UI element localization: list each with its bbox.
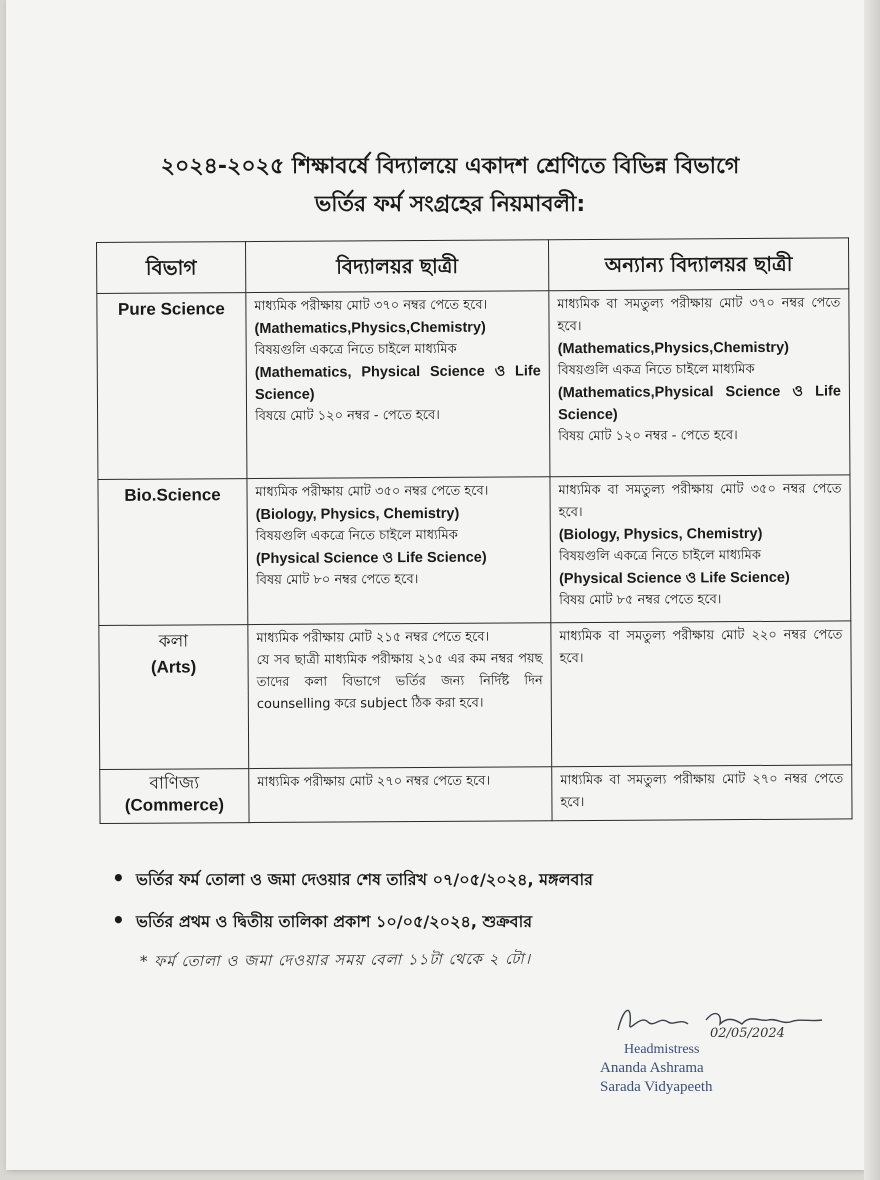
other-school-criteria [552, 765, 852, 821]
criteria-subjects: (Mathematics, Physical Science ও Life Science) [254, 363, 541, 404]
criteria-text: বিষয়ে মোট ১২০ নম্বর - পেতে হবে। [255, 407, 440, 425]
criteria-text: মাধ্যমিক পরীক্ষায় মোট ২৭০ নম্বর পেতে হবে। [257, 773, 491, 791]
criteria-subjects: (Mathematics,Physics,Chemistry) [254, 319, 486, 338]
stamp-school-line1: Ananda Ashrama [600, 1060, 704, 1076]
criteria-text: মাধ্যমিক বা সমতুল্য পরীক্ষায় মোট ২২০ নম্বর পেতে হবে। [559, 627, 843, 667]
other-school-criteria [549, 289, 850, 477]
notice-title [100, 148, 800, 224]
dept-name-en: (Commerce) [124, 795, 225, 815]
dept-bio-science: Bio.Science [98, 479, 248, 626]
note-deadline: ভর্তির ফর্ম তোলা ও জমা দেওয়ার শেষ তারিখ ০৭/০৫/২০২৪, মঙ্গলবার [136, 870, 593, 889]
title-line-2: ভর্তির ফর্ম সংগ্রহের নিয়মাবলী: [314, 192, 586, 217]
criteria-text: বিষয় মোট ৮০ নম্বর পেতে হবে। [256, 572, 419, 589]
list-item [112, 858, 832, 900]
table-row [100, 765, 852, 824]
signature-block [600, 1000, 860, 1110]
own-school-criteria [247, 477, 551, 625]
other-school-criteria [551, 621, 852, 767]
criteria-text: মাধ্যমিক পরীক্ষায় মোট ২১৫ নম্বর পেতে হবে। [256, 629, 490, 647]
list-item [112, 900, 832, 942]
table-row [99, 621, 852, 770]
stamp-school-line2: Sarada Vidyapeeth [600, 1079, 713, 1095]
own-school-criteria [248, 623, 552, 769]
criteria-subjects: (Biology, Physics, Chemistry) [558, 525, 763, 544]
header-department: বিভাগ [97, 242, 246, 294]
other-school-criteria [550, 475, 851, 623]
criteria-text: বিষয়গুলি একত্রে নিতে চাইলে মাধ্যমিক [255, 527, 458, 545]
table-header-row [97, 238, 849, 294]
criteria-text: মাধ্যমিক বা সমতুল্য পরীক্ষায় মোট ৩৭০ নম্বর পেতে হবে। [557, 295, 841, 335]
table-row [97, 289, 850, 480]
dept-arts [99, 625, 249, 770]
criteria-subjects: (Mathematics,Physics,Chemistry) [557, 339, 789, 358]
own-school-criteria [249, 767, 552, 823]
header-own-school: বিদ্যালয়র ছাত্রী [246, 240, 549, 293]
dept-name-bn: কলা [158, 631, 189, 652]
table-row [98, 475, 851, 626]
criteria-text: বিষয়গুলি একত্রে নিতে চাইলে মাধ্যমিক [558, 547, 761, 565]
criteria-subjects: (Physical Science ও Life Science) [255, 549, 487, 568]
criteria-text: মাধ্যমিক বা সমতুল্য পরীক্ষায় মোট ২৭০ নম্বর পেতে হবে। [560, 771, 844, 811]
dept-name-bn: বাণিজ্য [149, 773, 200, 794]
criteria-text: বিষয় মোট ৮৫ নম্বর পেতে হবে। [559, 592, 722, 609]
criteria-text: মাধ্যমিক বা সমতুল্য পরীক্ষায় মোট ৩৫০ নম্বর পেতে হবে। [558, 481, 842, 521]
criteria-subjects: (Mathematics,Physical Science ও Life Science) [557, 383, 841, 424]
paper-edge [864, 0, 880, 1180]
criteria-text: মাধ্যমিক পরীক্ষায় মোট ৩৫০ নম্বর পেতে হবে। [255, 483, 489, 501]
criteria-text: যে সব ছাত্রী মাধ্যমিক পরীক্ষায় ২১৫ এর কম নম্বর পয়ছ তাদের কলা বিভাগে ভর্তির জন্য নির্দিষ্ট দিন counselling করে subject ঠিক করা হবে। [256, 651, 543, 713]
admission-rules-table [96, 237, 853, 824]
criteria-text: বিষয় মোট ১২০ নম্বর - পেতে হবে। [558, 428, 738, 445]
dept-name-en: (Arts) [150, 657, 197, 677]
criteria-text: বিষয়গুলি একত্র নিতে চাইলে মাধ্যমিক [557, 361, 755, 379]
title-line-1: ২০২৪-২০২৫ শিক্ষাবর্ষে বিদ্যালয়ে একাদশ শ্রেণিতে বিভিন্ন বিভাগে [160, 154, 740, 179]
criteria-subjects: (Physical Science ও Life Science) [559, 569, 790, 588]
bullet-icon: • [112, 908, 125, 932]
bullet-icon: • [112, 866, 125, 890]
dept-commerce [100, 769, 249, 824]
signature-date: 02/05/2024 [710, 1026, 785, 1041]
note-list-publication: ভর্তির প্রথম ও দ্বিতীয় তালিকা প্রকাশ ১০/০৫/২০২৪, শুক্রবার [136, 912, 533, 931]
own-school-criteria [246, 291, 550, 479]
criteria-subjects: (Biology, Physics, Chemistry) [255, 505, 460, 524]
handwritten-note: * ফর্ম তোলা ও জমা দেওয়ার সময় বেলা ১১টা থেকে ২ টো। [139, 949, 532, 971]
header-other-school: অন্যান্য বিদ্যালয়র ছাত্রী [548, 238, 848, 291]
stamp-title: Headmistress [624, 1042, 700, 1057]
dept-pure-science: Pure Science [97, 293, 247, 480]
criteria-text: বিষয়গুলি একত্রে নিতে চাইলে মাধ্যমিক [254, 341, 457, 359]
criteria-text: মাধ্যমিক পরীক্ষায় মোট ৩৭০ নম্বর পেতে হবে। [254, 297, 488, 315]
notes-list [112, 858, 832, 942]
headmistress-stamp [600, 1040, 713, 1097]
